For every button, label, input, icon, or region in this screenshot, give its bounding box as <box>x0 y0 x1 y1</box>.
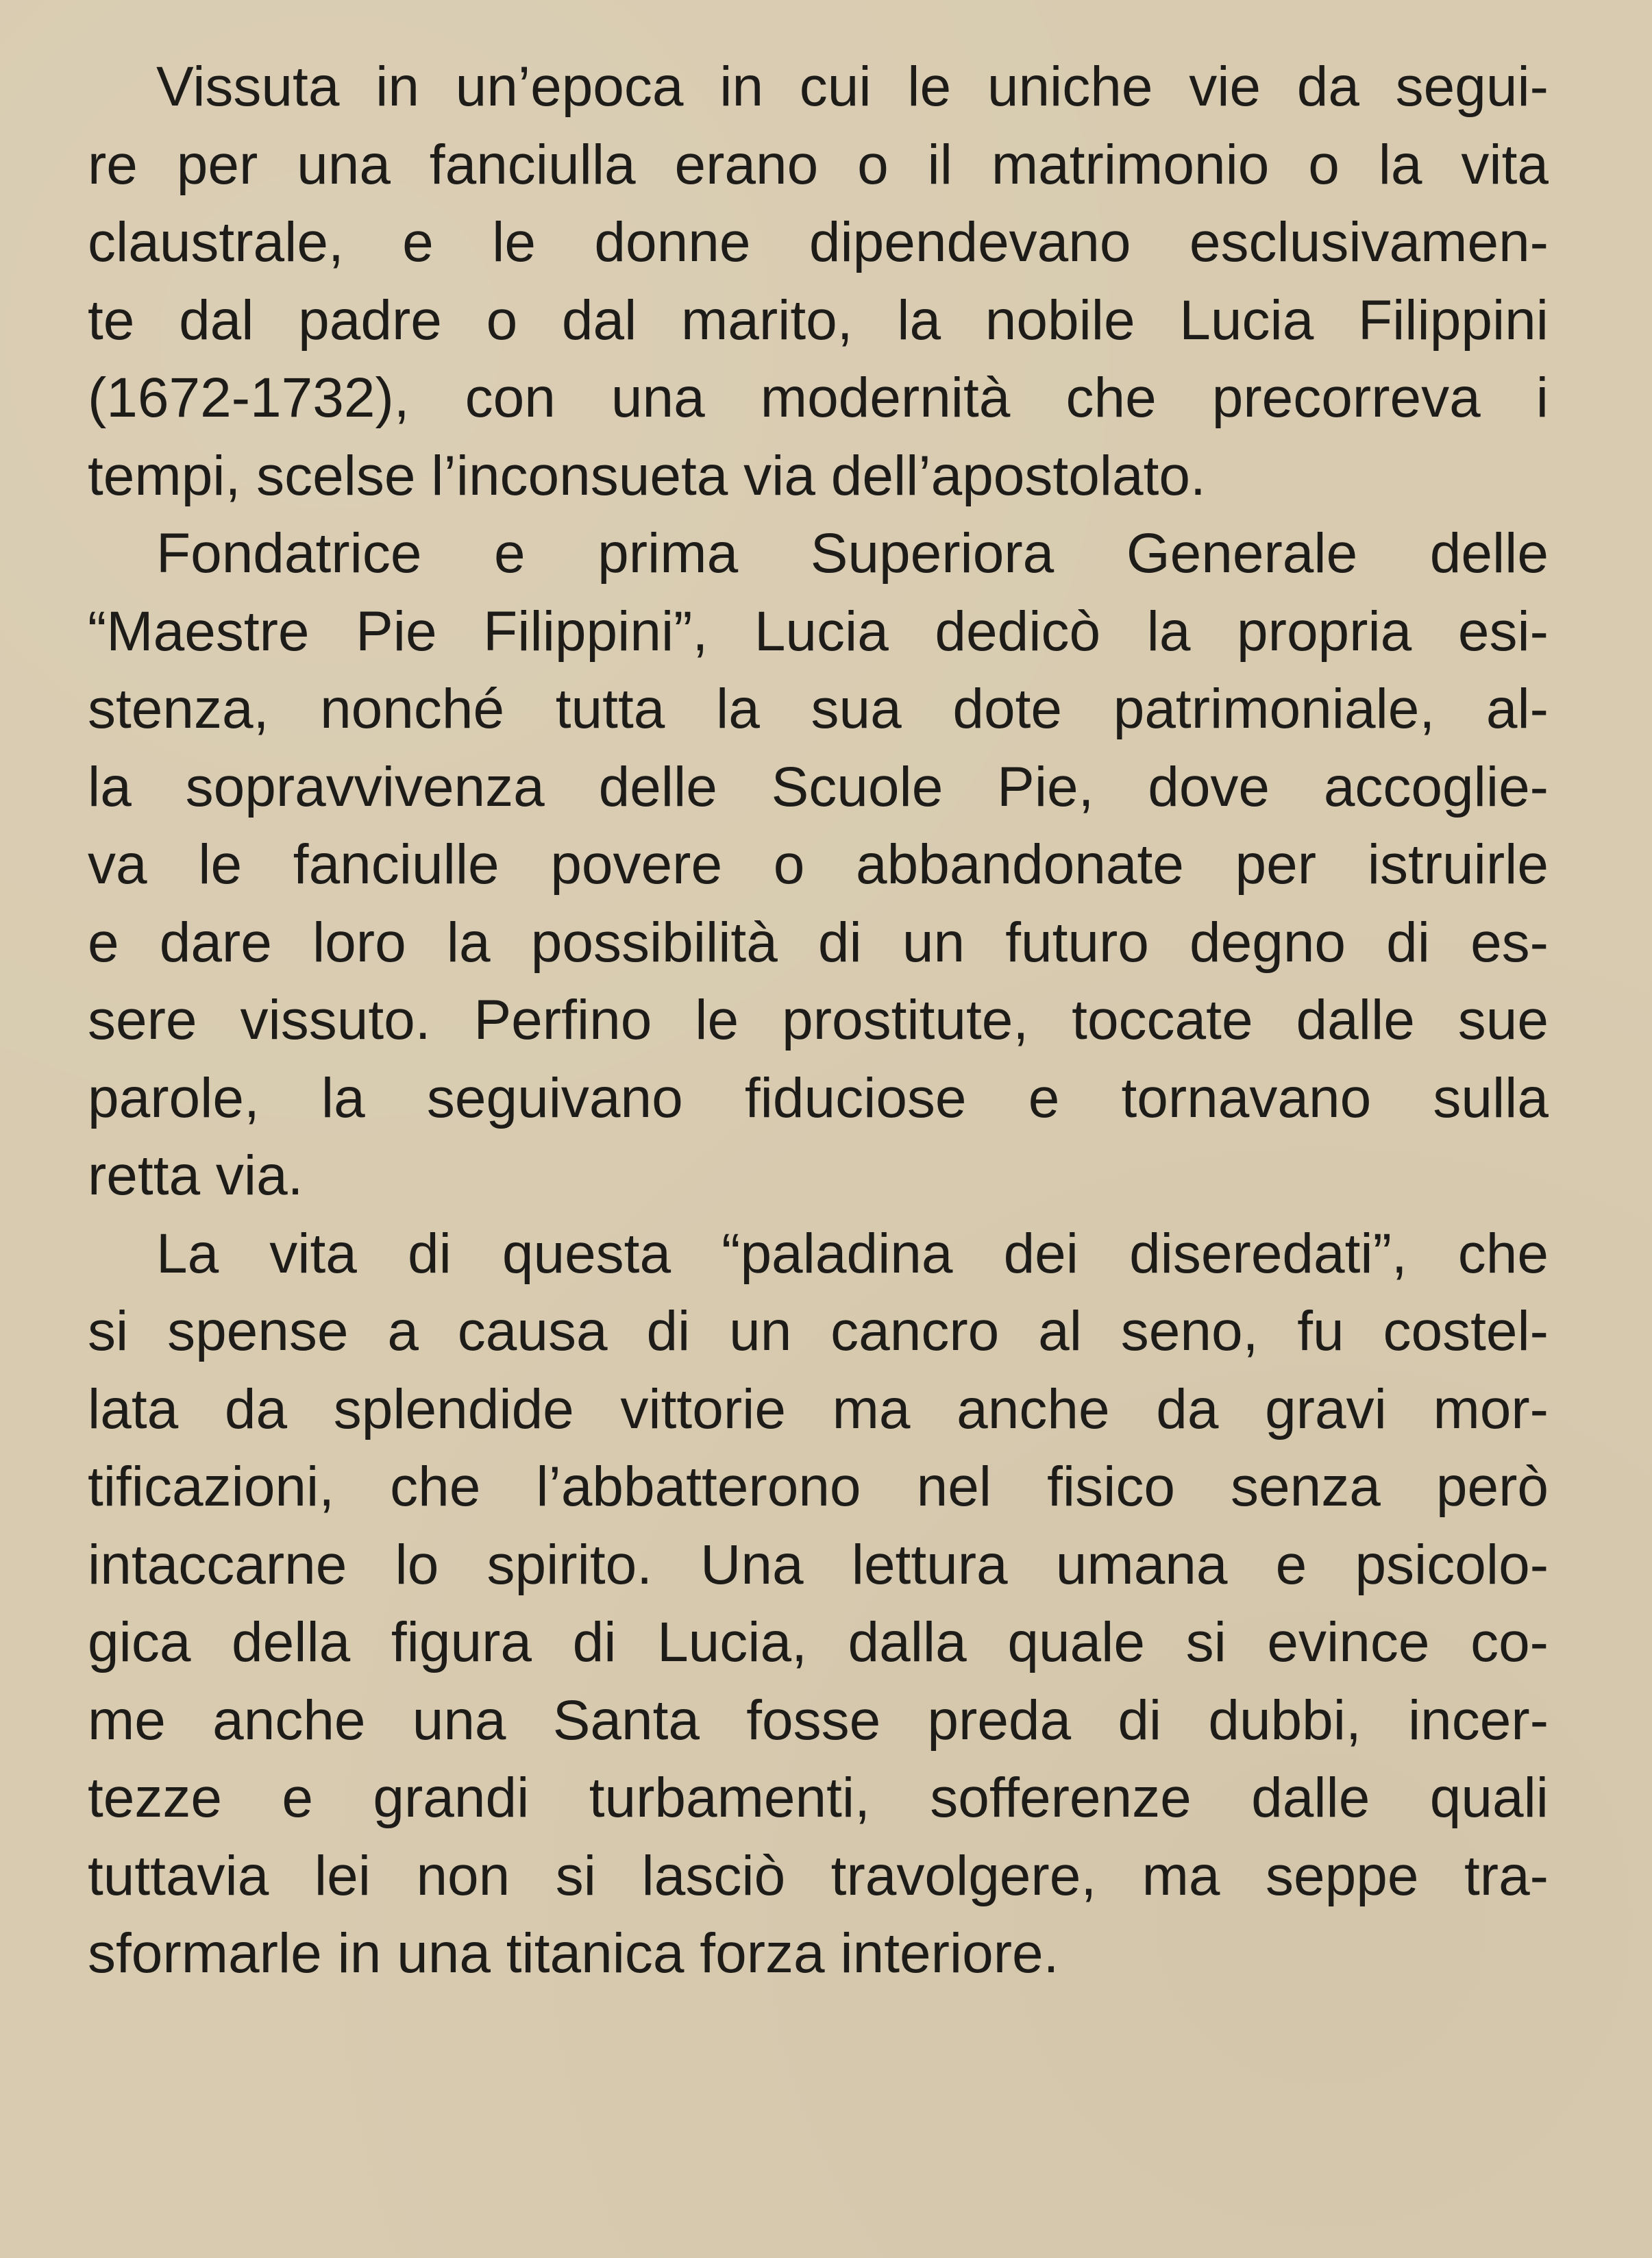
text-line: re per una fanciulla erano o il matrimonio o la vita <box>88 133 1549 196</box>
text-line: gica della figura di Lucia, dalla quale si evince co- <box>88 1611 1549 1673</box>
text-line: la sopravvivenza delle Scuole Pie, dove accoglie- <box>88 755 1549 818</box>
paragraph-1 <box>88 48 1549 515</box>
text-line: lata da splendide vittorie ma anche da gravi mor- <box>88 1377 1549 1440</box>
text-line: Vissuta in un’epoca in cui le uniche vie da segui- <box>156 56 1549 118</box>
text-line: claustrale, e le donne dipendevano esclusivamen- <box>88 211 1549 273</box>
text-line: va le fanciulle povere o abbandonate per istruirle <box>88 833 1549 896</box>
text-line: “Maestre Pie Filippini”, Lucia dedicò la propria esi- <box>88 600 1549 663</box>
text-line: retta via. <box>88 1144 304 1207</box>
text-line: me anche una Santa fosse preda di dubbi, incer- <box>88 1689 1549 1752</box>
text-line: tempi, scelse l’inconsueta via dell’apostolato. <box>88 444 1206 507</box>
text-line: sformarle in una titanica forza interiore. <box>88 1922 1059 1985</box>
text-line: stenza, nonché tutta la sua dote patrimoniale, al- <box>88 678 1549 740</box>
paragraph-3 <box>88 1215 1549 1993</box>
text-line: intaccarne lo spirito. Una lettura umana e psicolo- <box>88 1533 1549 1596</box>
text-line: e dare loro la possibilità di un futuro degno di es- <box>88 911 1549 974</box>
text-line: sere vissuto. Perfino le prostitute, toccate dalle sue <box>88 989 1549 1051</box>
text-line: tuttavia lei non si lasciò travolgere, ma seppe tra- <box>88 1844 1549 1907</box>
text-line: parole, la seguivano fiduciose e tornavano sulla <box>88 1066 1549 1129</box>
text-line: si spense a causa di un cancro al seno, fu costel- <box>88 1300 1549 1362</box>
body-text <box>88 48 1549 1993</box>
text-line: (1672-1732), con una modernità che precorreva i <box>88 367 1549 429</box>
paragraph-2 <box>88 515 1549 1215</box>
text-line: te dal padre o dal marito, la nobile Lucia Filippini <box>88 289 1549 352</box>
text-line: tificazioni, che l’abbatterono nel fisico senza però <box>88 1456 1549 1518</box>
text-line: La vita di questa “paladina dei diseredati”, che <box>156 1222 1549 1285</box>
text-line: tezze e grandi turbamenti, sofferenze dalle quali <box>88 1767 1549 1829</box>
text-line: Fondatrice e prima Superiora Generale delle <box>156 522 1549 585</box>
